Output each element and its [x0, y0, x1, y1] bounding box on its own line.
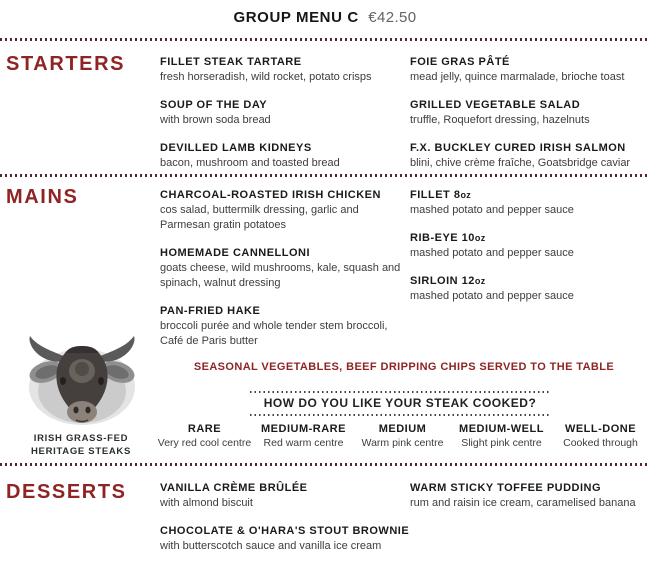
menu-item-name: SOUP OF THE DAY — [160, 99, 268, 111]
menu-item-desc: mead jelly, quince marmalade, brioche toast — [410, 71, 625, 83]
menu-item-desc: mashed potato and pepper sauce — [410, 204, 574, 216]
doneness-option — [254, 422, 353, 451]
menu-item — [160, 524, 410, 554]
menu-item-name: FILLET STEAK TARTARE — [160, 56, 302, 68]
serving-note: SEASONAL VEGETABLES, BEEF DRIPPING CHIPS SERVED TO THE TABLE — [193, 361, 615, 373]
menu-item — [410, 188, 648, 218]
menu-item-name: VANILLA CRÈME BRÛLÉE — [160, 482, 308, 494]
section-label-mains: MAINS — [6, 186, 79, 208]
menu-item-name: WARM STICKY TOFFEE PUDDING — [410, 482, 602, 494]
steak-question: HOW DO YOU LIKE YOUR STEAK COOKED? — [263, 396, 537, 410]
menu-item-desc: cos salad, buttermilk dressing, garlic and Parmesan gratin potatoes — [160, 204, 359, 231]
menu-item-desc: with almond biscuit — [160, 497, 253, 509]
doneness-desc: Cooked through — [563, 437, 638, 449]
doneness-level: WELL-DONE — [564, 423, 637, 435]
menu-item-desc: mashed potato and pepper sauce — [410, 247, 574, 259]
menu-item-name: DEVILLED LAMB KIDNEYS — [160, 142, 312, 154]
menu-item-desc: bacon, mushroom and toasted bread — [160, 157, 340, 169]
menu-item — [410, 141, 650, 171]
menu-item — [410, 231, 648, 261]
menu-item — [160, 188, 406, 233]
bull-badge-caption — [0, 432, 162, 458]
menu-item-name: GRILLED VEGETABLE SALAD — [410, 99, 581, 111]
menu-item — [410, 98, 650, 128]
steak-question-box — [250, 391, 550, 416]
doneness-level: MEDIUM-RARE — [261, 423, 346, 435]
doneness-option — [155, 422, 254, 451]
menu-item-name: CHARCOAL-ROASTED IRISH CHICKEN — [160, 189, 381, 201]
menu-item — [160, 55, 406, 85]
desserts-column-left — [160, 481, 410, 567]
menu-item-name: RIB-EYE 10oz — [410, 232, 486, 244]
menu-header — [0, 9, 650, 27]
menu-item — [160, 141, 406, 171]
doneness-row — [155, 422, 650, 451]
doneness-option — [551, 422, 650, 451]
section-label-starters: STARTERS — [6, 53, 126, 75]
doneness-desc: Slight pink centre — [461, 437, 542, 449]
menu-item-desc: blini, chive crème fraîche, Goatsbridge caviar — [410, 157, 631, 169]
bull-caption-line1: IRISH GRASS-FED — [33, 433, 129, 444]
menu-item-name: HOMEMADE CANNELLONI — [160, 247, 311, 259]
menu-item-desc: mashed potato and pepper sauce — [410, 290, 574, 302]
starters-column-right — [410, 55, 650, 184]
menu-item — [410, 55, 650, 85]
doneness-option — [353, 422, 452, 451]
menu-item-desc: with butterscotch sauce and vanilla ice cream — [160, 540, 382, 552]
menu-item-desc: fresh horseradish, wild rocket, potato crisps — [160, 71, 372, 83]
doneness-option — [452, 422, 551, 451]
menu-price: €42.50 — [368, 9, 417, 26]
menu-item-name: F.X. BUCKLEY CURED IRISH SALMON — [410, 142, 626, 154]
desserts-column-right — [410, 481, 650, 524]
menu-item-desc: truffle, Roquefort dressing, hazelnuts — [410, 114, 590, 126]
section-label-desserts: DESSERTS — [6, 481, 127, 503]
dotted-divider — [0, 463, 650, 466]
menu-title: GROUP MENU C — [233, 9, 359, 26]
menu-item-name: CHOCOLATE & O'HARA'S STOUT BROWNIE — [160, 525, 410, 537]
doneness-level: MEDIUM-WELL — [459, 423, 544, 435]
starters-column-left — [160, 55, 406, 184]
doneness-level: MEDIUM — [378, 423, 427, 435]
bull-caption-line2: HERITAGE STEAKS — [30, 446, 132, 457]
mains-column-right — [410, 188, 648, 317]
dotted-divider — [0, 38, 650, 41]
menu-item — [160, 98, 406, 128]
doneness-desc: Very red cool centre — [157, 437, 252, 449]
menu-item-name: PAN-FRIED HAKE — [160, 305, 261, 317]
mains-column-left — [160, 188, 406, 362]
doneness-desc: Red warm centre — [263, 437, 344, 449]
menu-item-name: SIRLOIN 12oz — [410, 275, 486, 287]
doneness-level: RARE — [187, 423, 222, 435]
menu-item-name: FOIE GRAS PÂTÉ — [410, 56, 510, 68]
menu-item-desc: rum and raisin ice cream, caramelised banana — [410, 497, 636, 509]
menu-item — [160, 304, 406, 349]
menu-item — [410, 481, 650, 511]
menu-item-desc: with brown soda bread — [160, 114, 271, 126]
menu-item-name: FILLET 8oz — [410, 189, 472, 201]
menu-item — [160, 246, 406, 291]
doneness-desc: Warm pink centre — [361, 437, 444, 449]
menu-item — [160, 481, 410, 511]
menu-item-desc: broccoli purée and whole tender stem broccoli, Café de Paris butter — [160, 320, 388, 347]
menu-item — [410, 274, 648, 304]
bull-head-illustration — [16, 331, 148, 429]
menu-item-desc: goats cheese, wild mushrooms, kale, squash and spinach, walnut dressing — [160, 262, 401, 289]
